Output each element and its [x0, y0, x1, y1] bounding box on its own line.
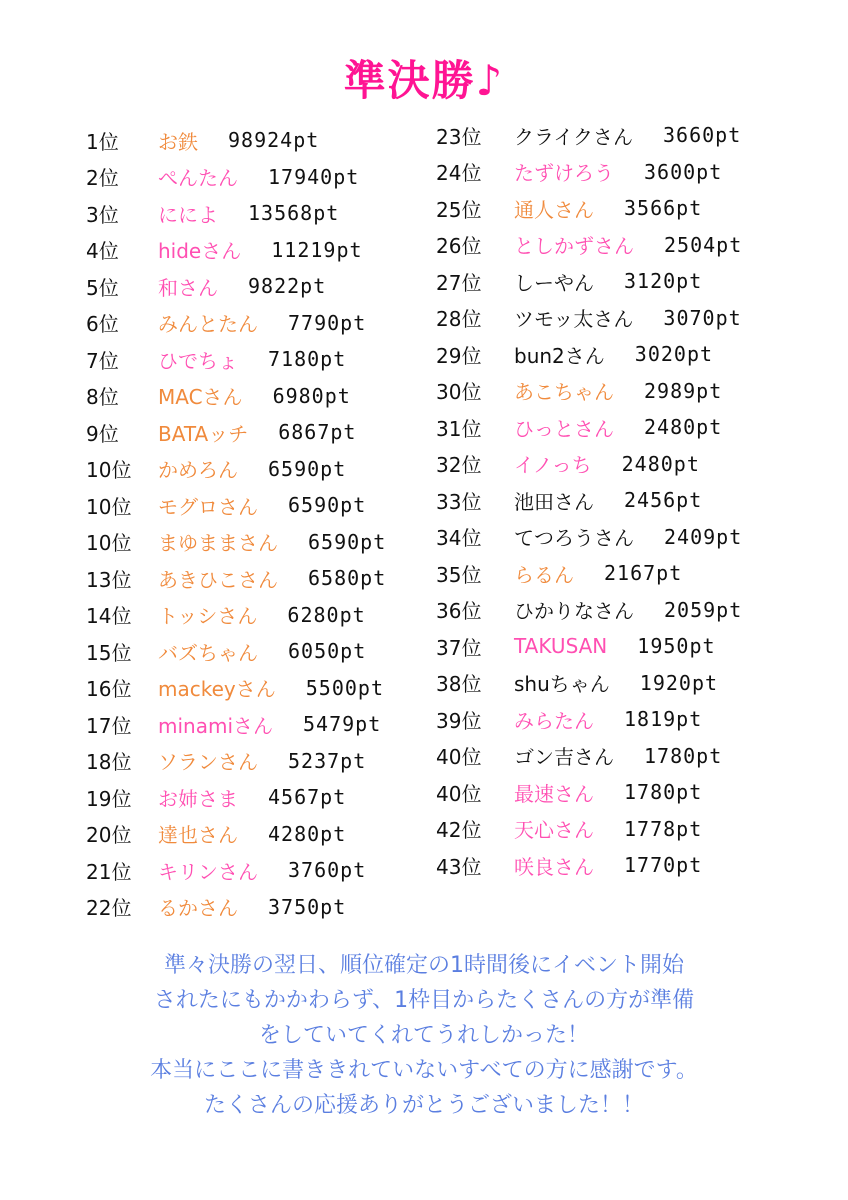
participant-name: 池田さん — [514, 489, 594, 514]
ranking-row — [86, 305, 386, 342]
rank-label: 8位 — [86, 385, 119, 410]
points-value: 4280pt — [268, 821, 347, 846]
points-value: 1819pt — [624, 707, 703, 732]
participant-name: bun2さん — [514, 343, 605, 368]
ranking-row — [436, 300, 742, 337]
ranking-row — [86, 451, 386, 488]
participant-name: モグロさん — [158, 494, 258, 519]
ranking-row — [436, 628, 742, 665]
points-value: 2059pt — [664, 597, 743, 622]
points-value: 3750pt — [268, 894, 347, 919]
participant-name: キリンさん — [158, 859, 258, 884]
participant-name: ひでちょ — [158, 348, 238, 373]
ranking-list-right — [436, 117, 742, 884]
rank-label: 34位 — [436, 526, 482, 551]
points-value: 3760pt — [288, 858, 367, 883]
message-line: 準々決勝の翌日、順位確定の1時間後にイベント開始 — [164, 953, 684, 978]
participant-name: まゆままさん — [158, 531, 278, 556]
ranking-row — [436, 373, 742, 410]
ranking-row — [86, 560, 386, 597]
participant-name: トッシさん — [158, 604, 258, 629]
ranking-row — [436, 263, 742, 300]
ranking-row — [86, 524, 386, 561]
participant-name: にによ — [158, 202, 218, 227]
points-value: 3566pt — [624, 196, 703, 221]
rank-label: 25位 — [436, 197, 482, 222]
ranking-row — [86, 633, 386, 670]
rank-label: 43位 — [436, 854, 482, 879]
points-value: 6867pt — [278, 420, 357, 445]
message-line: されたにもかかわらず、1枠目からたくさんの方が準備 — [153, 988, 695, 1013]
participant-name: minamiさん — [158, 713, 274, 738]
points-value: 1778pt — [624, 816, 703, 841]
participant-name: shuちゃん — [514, 672, 610, 697]
rank-label: 7位 — [86, 348, 119, 373]
ranking-row — [436, 811, 742, 848]
rank-label: 37位 — [436, 635, 482, 660]
rank-label: 13位 — [86, 567, 132, 592]
participant-name: ゴン吉さん — [514, 745, 614, 770]
points-value: 2409pt — [664, 524, 743, 549]
points-value: 6580pt — [308, 566, 387, 591]
message-line: たくさんの応援ありがとうございました！！ — [203, 1093, 644, 1118]
points-value: 7790pt — [288, 310, 367, 335]
ranking-row — [86, 597, 386, 634]
points-value: 3600pt — [644, 159, 723, 184]
ranking-row — [436, 592, 742, 629]
rank-label: 23位 — [436, 124, 482, 149]
rank-label: 29位 — [436, 343, 482, 368]
ranking-row — [436, 519, 742, 556]
ranking-row — [436, 738, 742, 775]
rank-label: 10位 — [86, 531, 132, 556]
rank-label: 40位 — [436, 745, 482, 770]
participant-name: るかさん — [158, 896, 238, 921]
points-value: 5479pt — [303, 712, 382, 737]
ranking-row — [86, 378, 386, 415]
rank-label: 1位 — [86, 129, 119, 154]
rank-label: 33位 — [436, 489, 482, 514]
ranking-row — [86, 779, 386, 816]
ranking-row — [436, 555, 742, 592]
points-value: 7180pt — [268, 347, 347, 372]
participant-name: あこちゃん — [514, 380, 614, 405]
rank-label: 22位 — [86, 896, 132, 921]
ranking-row — [436, 774, 742, 811]
rank-label: 24位 — [436, 161, 482, 186]
points-value: 1770pt — [624, 853, 703, 878]
points-value: 9822pt — [248, 274, 327, 299]
participant-name: お姉さま — [158, 786, 238, 811]
points-value: 6590pt — [268, 456, 347, 481]
points-value: 98924pt — [228, 128, 320, 153]
ranking-row — [436, 482, 742, 519]
rank-label: 30位 — [436, 380, 482, 405]
participant-name: ひっとさん — [514, 416, 614, 441]
participant-name: しーやん — [514, 270, 594, 295]
rank-label: 14位 — [86, 604, 132, 629]
ranking-row — [86, 414, 386, 451]
ranking-row — [436, 227, 742, 264]
participant-name: hideさん — [158, 239, 242, 264]
ranking-row — [86, 122, 386, 159]
participant-name: BATAッチ — [158, 421, 249, 446]
points-value: 3660pt — [663, 123, 742, 148]
participant-name: お鉄 — [158, 129, 198, 154]
rank-label: 42位 — [436, 818, 482, 843]
participant-name: TAKUSAN — [514, 634, 608, 659]
participant-name: みらたん — [514, 708, 594, 733]
points-value: 6050pt — [288, 639, 367, 664]
ranking-row — [86, 852, 386, 889]
ranking-row — [436, 190, 742, 227]
message-line: 本当にここに書ききれていないすべての方に感謝です。 — [150, 1058, 698, 1083]
participant-name: 通人さん — [514, 197, 594, 222]
rank-label: 2位 — [86, 166, 119, 191]
rank-label: 17位 — [86, 713, 132, 738]
rank-label: 31位 — [436, 416, 482, 441]
ranking-row — [436, 665, 742, 702]
points-value: 6590pt — [288, 493, 367, 518]
rank-label: 28位 — [436, 307, 482, 332]
points-value: 3070pt — [663, 305, 742, 330]
rank-label: 20位 — [86, 823, 132, 848]
rank-label: 9位 — [86, 421, 119, 446]
rank-label: 38位 — [436, 672, 482, 697]
points-value: 1950pt — [637, 634, 716, 659]
ranking-row — [86, 268, 386, 305]
ranking-row — [86, 195, 386, 232]
points-value: 1780pt — [624, 780, 703, 805]
participant-name: 天心さん — [514, 818, 594, 843]
ranking-row — [436, 446, 742, 483]
points-value: 6980pt — [272, 383, 351, 408]
participant-name: ソランさん — [158, 750, 258, 775]
rank-label: 35位 — [436, 562, 482, 587]
rank-label: 3位 — [86, 202, 119, 227]
participant-name: mackeyさん — [158, 677, 276, 702]
points-value: 4567pt — [268, 785, 347, 810]
points-value: 1780pt — [644, 743, 723, 768]
rank-label: 4位 — [86, 239, 119, 264]
message-line: をしていてくれてうれしかった！ — [258, 1023, 589, 1048]
participant-name: ぺんたん — [158, 166, 238, 191]
rank-label: 27位 — [436, 270, 482, 295]
thank-you-message — [0, 948, 848, 1123]
ranking-row — [86, 816, 386, 853]
ranking-row — [86, 706, 386, 743]
ranking-row — [86, 743, 386, 780]
points-value: 5500pt — [305, 675, 384, 700]
points-value: 13568pt — [248, 201, 340, 226]
ranking-row — [436, 154, 742, 191]
points-value: 1920pt — [639, 670, 719, 695]
points-value: 3120pt — [624, 269, 703, 294]
rank-label: 40位 — [436, 781, 482, 806]
participant-name: 最速さん — [514, 781, 594, 806]
rank-label: 18位 — [86, 750, 132, 775]
points-value: 3020pt — [634, 342, 714, 367]
participant-name: かめろん — [158, 458, 238, 483]
rank-label: 36位 — [436, 599, 482, 624]
ranking-row — [436, 701, 742, 738]
rank-label: 10位 — [86, 458, 132, 483]
ranking-row — [436, 336, 742, 373]
rank-label: 19位 — [86, 786, 132, 811]
participant-name: ツモッ太さん — [514, 307, 634, 332]
participant-name: たずけろう — [514, 161, 614, 186]
points-value: 2480pt — [644, 415, 723, 440]
rank-label: 10位 — [86, 494, 132, 519]
points-value: 17940pt — [268, 164, 360, 189]
points-value: 2504pt — [664, 232, 743, 257]
ranking-row — [86, 670, 386, 707]
ranking-row — [86, 341, 386, 378]
ranking-row — [86, 487, 386, 524]
ranking-list-left — [86, 122, 386, 925]
points-value: 2456pt — [624, 488, 703, 513]
participant-name: ひかりなさん — [514, 599, 634, 624]
participant-name: MACさん — [158, 385, 243, 410]
rank-label: 26位 — [436, 234, 482, 259]
rank-label: 21位 — [86, 859, 132, 884]
participant-name: イノっち — [514, 453, 592, 478]
participant-name: 達也さん — [158, 823, 238, 848]
points-value: 2167pt — [604, 561, 683, 586]
ranking-row — [436, 847, 742, 884]
points-value: 2989pt — [644, 378, 723, 403]
points-value: 6590pt — [308, 529, 387, 554]
rank-label: 39位 — [436, 708, 482, 733]
rank-label: 16位 — [86, 677, 132, 702]
participant-name: みんとたん — [158, 312, 258, 337]
points-value: 5237pt — [288, 748, 367, 773]
ranking-row — [86, 889, 386, 926]
participant-name: 咲良さん — [514, 854, 594, 879]
participant-name: 和さん — [158, 275, 218, 300]
ranking-row — [436, 117, 742, 154]
participant-name: らるん — [514, 562, 574, 587]
ranking-row — [436, 409, 742, 446]
participant-name: あきひこさん — [158, 567, 278, 592]
participant-name: てつろうさん — [514, 526, 634, 551]
rank-label: 15位 — [86, 640, 132, 665]
page-title: 準決勝♪ — [343, 56, 505, 105]
participant-name: としかずさん — [514, 234, 634, 259]
rank-label: 6位 — [86, 312, 119, 337]
participant-name: バズちゃん — [158, 640, 258, 665]
rank-label: 5位 — [86, 275, 119, 300]
points-value: 11219pt — [271, 237, 363, 262]
rank-label: 32位 — [436, 453, 482, 478]
participant-name: クライクさん — [514, 124, 633, 149]
points-value: 2480pt — [621, 451, 700, 476]
points-value: 6280pt — [287, 602, 366, 627]
ranking-row — [86, 159, 386, 196]
ranking-row — [86, 232, 386, 269]
